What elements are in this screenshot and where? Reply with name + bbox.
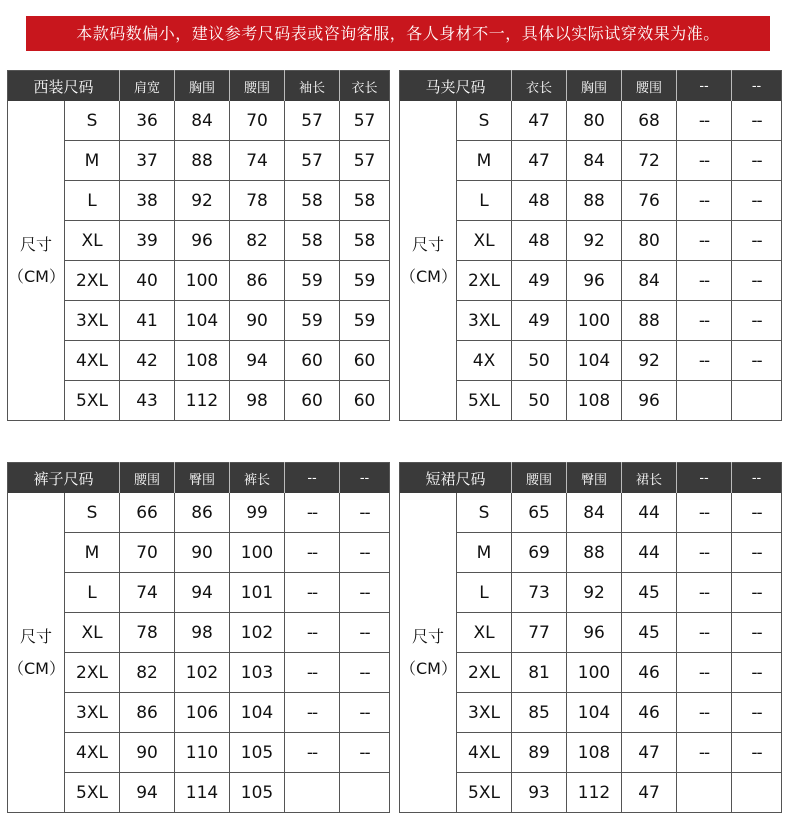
size-label-cell: XL [457, 221, 512, 261]
row-unit-label [400, 101, 457, 421]
measurement-cell: 114 [175, 773, 230, 813]
skirt-size-table [399, 462, 782, 813]
measurement-cell: 92 [567, 221, 622, 261]
measurement-cell: 46 [622, 693, 677, 733]
size-label-cell: XL [65, 613, 120, 653]
column-header: 袖长 [285, 71, 340, 102]
table-row [8, 493, 390, 533]
measurement-cell: -- [340, 613, 390, 653]
size-label-cell: XL [457, 613, 512, 653]
measurement-cell: -- [340, 573, 390, 613]
measurement-cell: 108 [567, 733, 622, 773]
table-row [400, 733, 782, 773]
measurement-cell: 112 [175, 381, 230, 421]
measurement-cell: -- [677, 181, 732, 221]
size-label-cell: S [457, 101, 512, 141]
measurement-cell [340, 773, 390, 813]
measurement-cell: 84 [567, 141, 622, 181]
measurement-cell [677, 773, 732, 813]
unit-label-line: （CM） [8, 658, 65, 678]
table-row [400, 101, 782, 141]
measurement-cell: 90 [120, 733, 175, 773]
measurement-cell: -- [677, 101, 732, 141]
measurement-cell: 86 [230, 261, 285, 301]
table-row [8, 733, 390, 773]
table-row [400, 493, 782, 533]
row-unit-label [8, 101, 65, 421]
measurement-cell: -- [732, 181, 782, 221]
measurement-cell: 80 [567, 101, 622, 141]
table-row [400, 381, 782, 421]
measurement-cell: 74 [230, 141, 285, 181]
measurement-cell: 38 [120, 181, 175, 221]
measurement-cell: 60 [285, 341, 340, 381]
measurement-cell: -- [677, 301, 732, 341]
column-header: 腰围 [230, 71, 285, 102]
table-title: 裤子尺码 [8, 463, 120, 494]
pants-size-table [7, 462, 390, 813]
measurement-cell: 94 [175, 573, 230, 613]
size-label-cell: M [457, 533, 512, 573]
measurement-cell: 108 [567, 381, 622, 421]
table-row [8, 221, 390, 261]
measurement-cell: -- [340, 653, 390, 693]
measurement-cell: 88 [175, 141, 230, 181]
size-label-cell: 5XL [457, 381, 512, 421]
measurement-cell: 89 [512, 733, 567, 773]
measurement-cell: 48 [512, 221, 567, 261]
measurement-cell: -- [677, 613, 732, 653]
measurement-cell: -- [677, 533, 732, 573]
size-label-cell: M [457, 141, 512, 181]
measurement-cell: 47 [622, 733, 677, 773]
measurement-cell: 80 [622, 221, 677, 261]
table-row [8, 301, 390, 341]
measurement-cell: -- [340, 533, 390, 573]
measurement-cell: 100 [175, 261, 230, 301]
measurement-cell: 41 [120, 301, 175, 341]
size-label-cell: 4XL [65, 341, 120, 381]
unit-label-line: 尺寸 [411, 626, 444, 646]
column-header: 肩宽 [120, 71, 175, 102]
measurement-cell: 105 [230, 773, 285, 813]
measurement-cell: 101 [230, 573, 285, 613]
measurement-cell: 57 [285, 101, 340, 141]
measurement-cell: -- [732, 141, 782, 181]
measurement-cell: 88 [622, 301, 677, 341]
measurement-cell: 49 [512, 301, 567, 341]
measurement-cell: 96 [175, 221, 230, 261]
measurement-cell: 57 [285, 141, 340, 181]
table-row [400, 693, 782, 733]
measurement-cell: -- [677, 733, 732, 773]
table-row [8, 533, 390, 573]
measurement-cell: 72 [622, 141, 677, 181]
unit-label-line: 尺寸 [19, 234, 52, 254]
size-label-cell: 5XL [65, 381, 120, 421]
measurement-cell: 44 [622, 493, 677, 533]
size-label-cell: 4XL [457, 733, 512, 773]
measurement-cell [732, 773, 782, 813]
measurement-cell: -- [285, 533, 340, 573]
measurement-cell: 104 [567, 341, 622, 381]
measurement-cell: 92 [175, 181, 230, 221]
measurement-cell: -- [340, 733, 390, 773]
measurement-cell: -- [732, 693, 782, 733]
measurement-cell: 90 [230, 301, 285, 341]
measurement-cell: -- [732, 493, 782, 533]
column-header: 臀围 [567, 463, 622, 494]
measurement-cell: 74 [120, 573, 175, 613]
size-label-cell: 3XL [65, 301, 120, 341]
measurement-cell: 48 [512, 181, 567, 221]
measurement-cell: 88 [567, 533, 622, 573]
column-header: 胸围 [567, 71, 622, 102]
measurement-cell: 82 [230, 221, 285, 261]
vest-size-table [399, 70, 782, 421]
column-header: -- [285, 463, 340, 494]
table-row [8, 773, 390, 813]
size-label-cell: 2XL [65, 653, 120, 693]
table-row [400, 141, 782, 181]
column-header: -- [340, 463, 390, 494]
measurement-cell: 42 [120, 341, 175, 381]
measurement-cell [732, 381, 782, 421]
measurement-cell: -- [732, 573, 782, 613]
measurement-cell: 45 [622, 573, 677, 613]
measurement-cell: -- [732, 341, 782, 381]
measurement-cell: 100 [567, 301, 622, 341]
table-row [8, 693, 390, 733]
measurement-cell: 84 [175, 101, 230, 141]
measurement-cell: 59 [285, 301, 340, 341]
measurement-cell: 96 [567, 613, 622, 653]
measurement-cell: 65 [512, 493, 567, 533]
measurement-cell: 43 [120, 381, 175, 421]
measurement-cell: 73 [512, 573, 567, 613]
size-label-cell: 2XL [457, 261, 512, 301]
table-title: 马夹尺码 [400, 71, 512, 102]
measurement-cell: -- [677, 693, 732, 733]
column-header: -- [677, 463, 732, 494]
unit-label-line: 尺寸 [19, 626, 52, 646]
column-header: 衣长 [512, 71, 567, 102]
measurement-cell: 104 [175, 301, 230, 341]
measurement-cell: 59 [340, 301, 390, 341]
measurement-cell: -- [677, 141, 732, 181]
column-header: -- [677, 71, 732, 102]
measurement-cell: -- [340, 493, 390, 533]
measurement-cell: 50 [512, 341, 567, 381]
table-row [8, 101, 390, 141]
unit-label-line: 尺寸 [411, 234, 444, 254]
measurement-cell: 98 [230, 381, 285, 421]
measurement-cell: -- [677, 573, 732, 613]
size-label-cell: 2XL [457, 653, 512, 693]
measurement-cell: -- [677, 341, 732, 381]
measurement-cell: 58 [340, 221, 390, 261]
measurement-cell: 112 [567, 773, 622, 813]
measurement-cell: -- [732, 301, 782, 341]
table-row [400, 221, 782, 261]
measurement-cell: 92 [567, 573, 622, 613]
measurement-cell: 47 [512, 101, 567, 141]
size-label-cell: S [65, 493, 120, 533]
table-row [400, 533, 782, 573]
column-header: -- [732, 463, 782, 494]
size-label-cell: 5XL [65, 773, 120, 813]
table-title: 西装尺码 [8, 71, 120, 102]
measurement-cell: -- [677, 221, 732, 261]
measurement-cell: 77 [512, 613, 567, 653]
measurement-cell: -- [340, 693, 390, 733]
measurement-cell: 39 [120, 221, 175, 261]
measurement-cell: 84 [622, 261, 677, 301]
measurement-cell: -- [732, 533, 782, 573]
measurement-cell: 40 [120, 261, 175, 301]
measurement-cell: 68 [622, 101, 677, 141]
size-label-cell: 4X [457, 341, 512, 381]
measurement-cell: 69 [512, 533, 567, 573]
unit-label-line: （CM） [8, 266, 65, 286]
table-row [400, 613, 782, 653]
measurement-cell: 58 [285, 221, 340, 261]
measurement-cell: -- [677, 261, 732, 301]
measurement-cell: 102 [230, 613, 285, 653]
measurement-cell: 105 [230, 733, 285, 773]
size-label-cell: 2XL [65, 261, 120, 301]
measurement-cell: 110 [175, 733, 230, 773]
table-row [400, 301, 782, 341]
table-row [400, 341, 782, 381]
measurement-cell: 50 [512, 381, 567, 421]
measurement-cell: -- [677, 493, 732, 533]
unit-label-line: （CM） [400, 266, 457, 286]
size-label-cell: XL [65, 221, 120, 261]
measurement-cell: -- [732, 733, 782, 773]
measurement-cell: 58 [340, 181, 390, 221]
measurement-cell: 57 [340, 101, 390, 141]
column-header: 裤长 [230, 463, 285, 494]
measurement-cell: 100 [567, 653, 622, 693]
measurement-cell: 60 [285, 381, 340, 421]
size-label-cell: L [457, 573, 512, 613]
measurement-cell: -- [285, 493, 340, 533]
size-label-cell: M [65, 141, 120, 181]
measurement-cell: 98 [175, 613, 230, 653]
size-label-cell: 5XL [457, 773, 512, 813]
measurement-cell: -- [732, 101, 782, 141]
table-title: 短裙尺码 [400, 463, 512, 494]
size-label-cell: 4XL [65, 733, 120, 773]
column-header: 臀围 [175, 463, 230, 494]
measurement-cell [677, 381, 732, 421]
measurement-cell: 96 [622, 381, 677, 421]
measurement-cell: -- [285, 573, 340, 613]
measurement-cell: 81 [512, 653, 567, 693]
table-row [8, 573, 390, 613]
measurement-cell: 103 [230, 653, 285, 693]
measurement-cell: -- [732, 613, 782, 653]
size-label-cell: S [457, 493, 512, 533]
measurement-cell: 108 [175, 341, 230, 381]
measurement-cell: 106 [175, 693, 230, 733]
suit-size-table [7, 70, 390, 421]
measurement-cell: 85 [512, 693, 567, 733]
measurement-cell: -- [732, 221, 782, 261]
size-label-cell: 3XL [457, 301, 512, 341]
measurement-cell: 96 [567, 261, 622, 301]
size-label-cell: 3XL [65, 693, 120, 733]
measurement-cell: 102 [175, 653, 230, 693]
measurement-cell: 70 [120, 533, 175, 573]
measurement-cell: 70 [230, 101, 285, 141]
measurement-cell: 94 [230, 341, 285, 381]
measurement-cell: 36 [120, 101, 175, 141]
measurement-cell: -- [732, 653, 782, 693]
table-row [8, 181, 390, 221]
unit-label-line: （CM） [400, 658, 457, 678]
measurement-cell: 78 [230, 181, 285, 221]
size-label-cell: L [65, 181, 120, 221]
table-row [400, 573, 782, 613]
measurement-cell: 104 [567, 693, 622, 733]
measurement-cell: 49 [512, 261, 567, 301]
measurement-cell: 47 [512, 141, 567, 181]
measurement-cell: 59 [285, 261, 340, 301]
table-row [400, 773, 782, 813]
measurement-cell: 88 [567, 181, 622, 221]
measurement-cell: 57 [340, 141, 390, 181]
row-unit-label [400, 493, 457, 813]
table-row [400, 181, 782, 221]
measurement-cell [285, 773, 340, 813]
size-label-cell: 3XL [457, 693, 512, 733]
measurement-cell: 99 [230, 493, 285, 533]
measurement-cell: 82 [120, 653, 175, 693]
column-header: -- [732, 71, 782, 102]
column-header: 腰围 [622, 71, 677, 102]
size-notice-banner: 本款码数偏小，建议参考尺码表或咨询客服，各人身材不一，具体以实际试穿效果为准。 [26, 16, 770, 51]
size-label-cell: L [457, 181, 512, 221]
measurement-cell: 94 [120, 773, 175, 813]
size-label-cell: S [65, 101, 120, 141]
column-header: 腰围 [120, 463, 175, 494]
measurement-cell: 84 [567, 493, 622, 533]
measurement-cell: -- [732, 261, 782, 301]
column-header: 裙长 [622, 463, 677, 494]
measurement-cell: 93 [512, 773, 567, 813]
measurement-cell: 86 [120, 693, 175, 733]
measurement-cell: 104 [230, 693, 285, 733]
measurement-cell: -- [285, 613, 340, 653]
table-row [8, 141, 390, 181]
table-row [8, 613, 390, 653]
measurement-cell: 46 [622, 653, 677, 693]
measurement-cell: -- [285, 653, 340, 693]
table-row [8, 341, 390, 381]
measurement-cell: 60 [340, 341, 390, 381]
measurement-cell: 90 [175, 533, 230, 573]
measurement-cell: 45 [622, 613, 677, 653]
column-header: 腰围 [512, 463, 567, 494]
size-label-cell: M [65, 533, 120, 573]
table-row [8, 381, 390, 421]
measurement-cell: 37 [120, 141, 175, 181]
measurement-cell: 47 [622, 773, 677, 813]
measurement-cell: 76 [622, 181, 677, 221]
measurement-cell: 60 [340, 381, 390, 421]
measurement-cell: 59 [340, 261, 390, 301]
measurement-cell: 78 [120, 613, 175, 653]
measurement-cell: 86 [175, 493, 230, 533]
measurement-cell: 66 [120, 493, 175, 533]
size-label-cell: L [65, 573, 120, 613]
measurement-cell: -- [285, 693, 340, 733]
measurement-cell: 58 [285, 181, 340, 221]
measurement-cell: -- [285, 733, 340, 773]
column-header: 衣长 [340, 71, 390, 102]
measurement-cell: -- [677, 653, 732, 693]
measurement-cell: 100 [230, 533, 285, 573]
measurement-cell: 92 [622, 341, 677, 381]
column-header: 胸围 [175, 71, 230, 102]
measurement-cell: 44 [622, 533, 677, 573]
row-unit-label [8, 493, 65, 813]
